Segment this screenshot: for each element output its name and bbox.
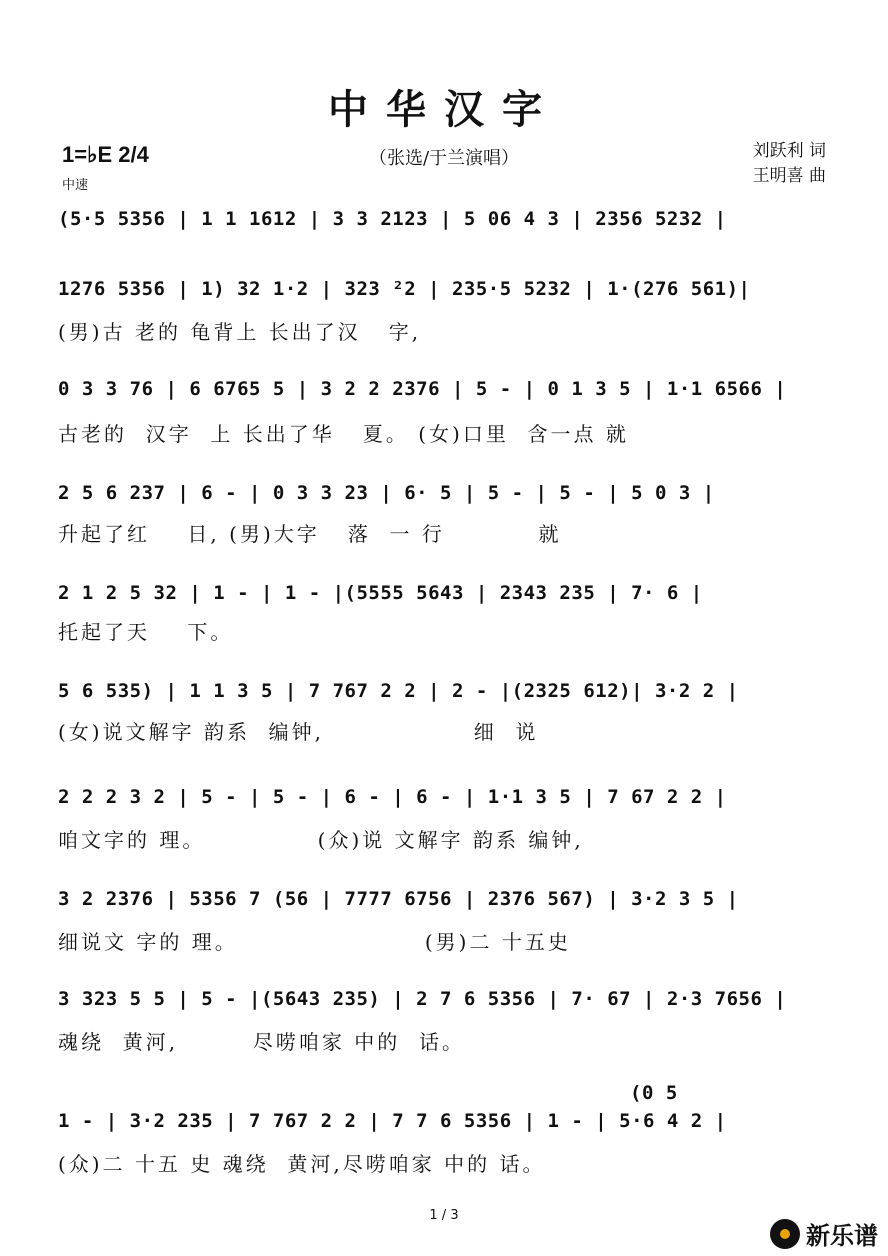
system-7-lyrics: 咱文字的 理。 (众)说 文解字 韵系 编钟, (58, 828, 584, 852)
system-2-notes: 1276 5356 | 1) 32 1·2 | 323 ²2 | 235·5 5232 | 1·(276 561)| (58, 278, 751, 300)
system-5-notes: 2 1 2 5 32 | 1 - | 1 - |(5555 5643 | 2343 235 | 7· 6 | (58, 582, 703, 604)
pickup-mark: (0 5 (630, 1082, 678, 1104)
system-4-lyrics: 升起了红 日, (男)大字 落 一 行 就 (58, 522, 562, 546)
page-title: 中华汉字 (328, 86, 560, 133)
logo-text: 新乐谱 (806, 1222, 878, 1250)
tempo-marking: 中速 (62, 178, 89, 193)
key-signature: 1=♭E 2/4 (62, 142, 149, 167)
system-8-notes: 3 2 2376 | 5356 7 (56 | 7777 6756 | 2376 567) | 3·2 3 5 | (58, 888, 739, 910)
system-7-notes: 2 2 2 3 2 | 5 - | 5 - | 6 - | 6 - | 1·1 3 5 | 7 67 2 2 | (58, 786, 727, 808)
lyricist: 刘跃利 词 (752, 141, 826, 161)
record-disc-icon (770, 1219, 800, 1249)
site-logo (770, 1216, 878, 1251)
system-8-lyrics: 细说文 字的 理。 (男)二 十五史 (58, 930, 571, 954)
system-10-notes: 1 - | 3·2 235 | 7 767 2 2 | 7 7 6 5356 | 1 - | 5·6 4 2 | (58, 1110, 727, 1132)
composer: 王明喜 曲 (752, 166, 826, 186)
system-9-notes: 3 323 5 5 | 5 - |(5643 235) | 2 7 6 5356 | 7· 67 | 2·3 7656 | (58, 988, 787, 1010)
system-1-notes: (5·5 5356 | 1 1 1612 | 3 3 2123 | 5 06 4 3 | 2356 5232 | (58, 208, 727, 230)
performers: （张选/于兰演唱） (368, 148, 520, 169)
system-4-notes: 2 5 6 237 | 6 - | 0 3 3 23 | 6· 5 | 5 - | 5 - | 5 0 3 | (58, 482, 715, 504)
page-number: 1 / 3 (429, 1208, 459, 1223)
system-5-lyrics: 托起了天 下。 (58, 620, 234, 644)
system-3-lyrics: 古老的 汉字 上 长出了华 夏。 (女)口里 含一点 就 (58, 422, 629, 446)
system-6-lyrics: (女)说文解字 韵系 编钟, 细 说 (58, 720, 539, 744)
system-3-notes: 0 3 3 76 | 6 6765 5 | 3 2 2 2376 | 5 - | 0 1 3 5 | 1·1 6566 | (58, 378, 787, 400)
system-6-notes: 5 6 535) | 1 1 3 5 | 7 767 2 2 | 2 - |(2325 612)| 3·2 2 | (58, 680, 739, 702)
system-2-lyrics: (男)古 老的 龟背上 长出了汉 字, (58, 320, 422, 344)
system-10-lyrics: (众)二 十五 史 魂绕 黄河,尽唠咱家 中的 话。 (58, 1152, 546, 1176)
system-9-lyrics: 魂绕 黄河, 尽唠咱家 中的 话。 (58, 1030, 466, 1054)
